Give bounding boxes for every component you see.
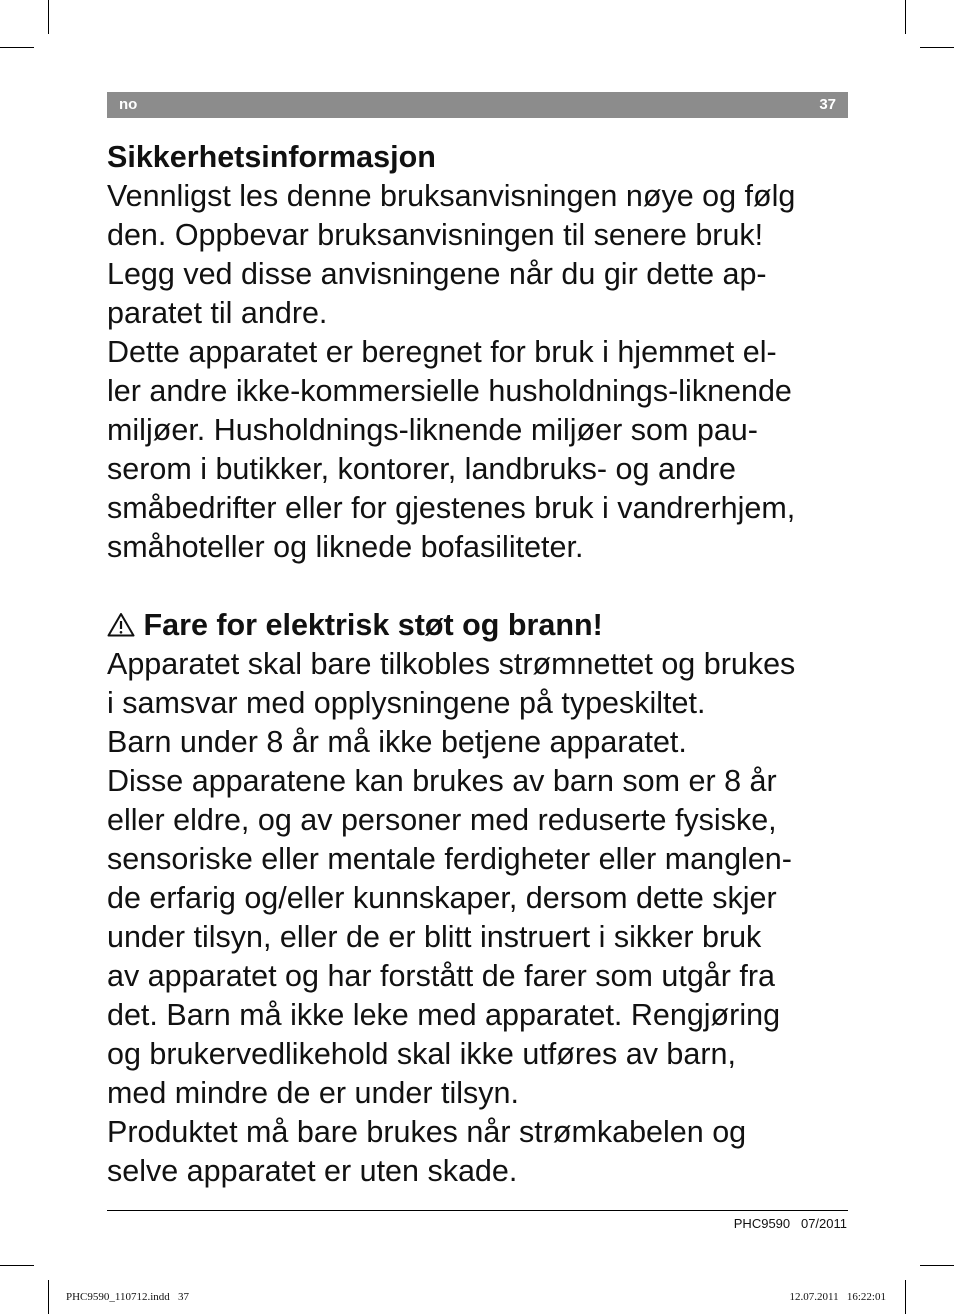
crop-mark bbox=[920, 47, 954, 48]
warning-heading-text: Fare for elektrisk støt og brann! bbox=[143, 608, 603, 642]
crop-mark bbox=[905, 0, 906, 34]
body-line: småbedrifter eller for gjestenes bruk i vandrerhjem, bbox=[107, 491, 796, 525]
body-line: ler andre ikke-kommersielle husholdnings-liknende bbox=[107, 374, 792, 408]
body-line: Barn under 8 år må ikke betjene apparatet. bbox=[107, 725, 687, 759]
body-line: småhoteller og liknede bofasiliteter. bbox=[107, 530, 584, 564]
warning-triangle-icon bbox=[107, 612, 135, 637]
body-line: Dette apparatet er beregnet for bruk i hjemmet el- bbox=[107, 335, 777, 369]
crop-mark bbox=[920, 1265, 954, 1266]
body-line: med mindre de er under tilsyn. bbox=[107, 1076, 519, 1110]
body-line: selve apparatet er uten skade. bbox=[107, 1154, 518, 1188]
body-line: Produktet må bare brukes når strømkabelen og bbox=[107, 1115, 747, 1149]
body-line: Disse apparatene kan brukes av barn som er 8 år bbox=[107, 764, 777, 798]
section-heading-safety: Sikkerhetsinformasjon bbox=[107, 140, 436, 174]
footer-rule bbox=[107, 1210, 848, 1211]
body-line: av apparatet og har forstått de farer som utgår fra bbox=[107, 959, 775, 993]
page-header-bar bbox=[107, 92, 848, 118]
print-slug-timestamp: 12.07.2011 16:22:01 bbox=[789, 1291, 886, 1303]
model-date-label: PHC9590 07/2011 bbox=[733, 1216, 847, 1231]
language-code: no bbox=[119, 96, 138, 113]
body-line: de erfarig og/eller kunnskaper, dersom dette skjer bbox=[107, 881, 777, 915]
body-line: den. Oppbevar bruksanvisningen til senere bruk! bbox=[107, 218, 764, 252]
body-line: Apparatet skal bare tilkobles strømnettet og brukes bbox=[107, 647, 796, 681]
crop-mark bbox=[905, 1280, 906, 1314]
body-line: og brukervedlikehold skal ikke utføres av barn, bbox=[107, 1037, 736, 1071]
crop-mark bbox=[48, 0, 49, 34]
crop-mark bbox=[48, 1280, 49, 1314]
body-line: eller eldre, og av personer med reduserte fysiske, bbox=[107, 803, 777, 837]
page-body bbox=[107, 138, 852, 1191]
crop-mark bbox=[0, 1265, 34, 1266]
body-line: Vennligst les denne bruksanvisningen nøye og følg bbox=[107, 179, 796, 213]
body-line: Legg ved disse anvisningene når du gir dette ap- bbox=[107, 257, 767, 291]
warning-heading bbox=[107, 606, 852, 645]
body-line: det. Barn må ikke leke med apparatet. Rengjøring bbox=[107, 998, 781, 1032]
body-line: under tilsyn, eller de er blitt instruert i sikker bruk bbox=[107, 920, 762, 954]
paragraph-gap bbox=[107, 567, 852, 606]
page-number: 37 bbox=[819, 96, 836, 113]
crop-mark bbox=[0, 47, 34, 48]
print-slug-filename: PHC9590_110712.indd 37 bbox=[66, 1291, 190, 1303]
body-line: serom i butikker, kontorer, landbruks- og andre bbox=[107, 452, 736, 486]
body-line: sensoriske eller mentale ferdigheter eller manglen- bbox=[107, 842, 792, 876]
body-line: miljøer. Husholdnings-liknende miljøer som pau- bbox=[107, 413, 758, 447]
body-line: paratet til andre. bbox=[107, 296, 328, 330]
body-line: i samsvar med opplysningene på typeskiltet. bbox=[107, 686, 706, 720]
